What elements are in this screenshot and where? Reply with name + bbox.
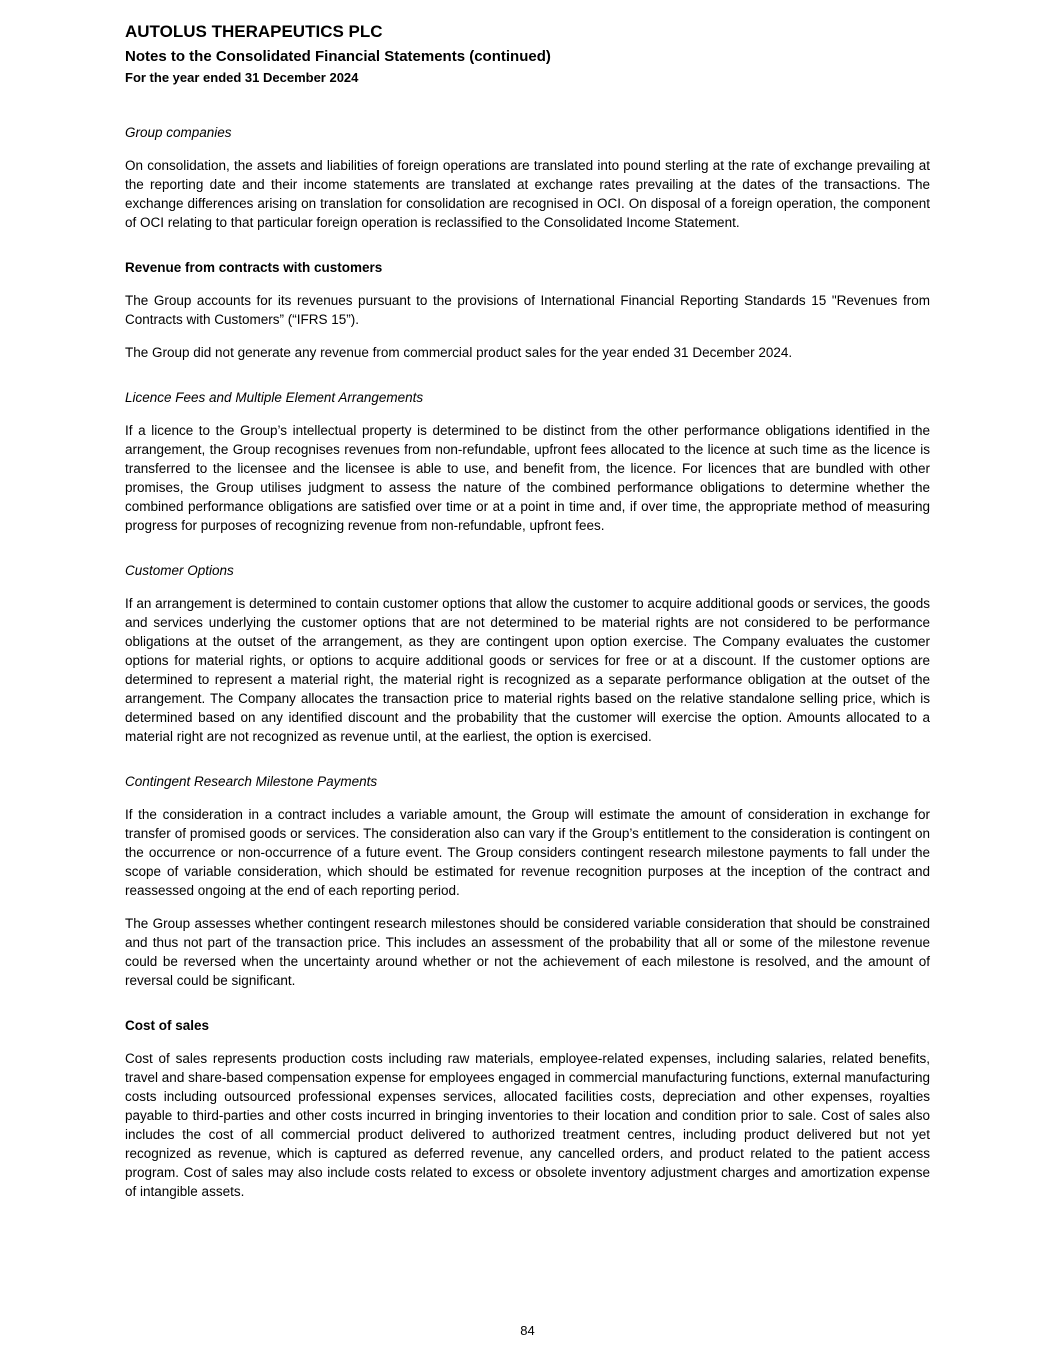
paragraph: On consolidation, the assets and liabilities of foreign operations are translated into pound sterling at the rate of exchange prevailing at the reporting date and their income statements are translated at exchange rates prevailing at the dates of the transactions. The exchange differences arising on translation for consolidation are recognised in OCI. On disposal of a foreign operation, the component of OCI relating to that particular foreign operation is reclassified to the Consolidated Income Statement. [125,158,930,230]
paragraph: If a licence to the Group’s intellectual property is determined to be distinct from the other performance obligations identified in the arrangement, the Group recognises revenues from non-refundable, upfront fees allocated to the licence at such time as the licence is transferred to the licensee and the licensee is able to use, and benefit from, the licence. For licences that are bundled with other promises, the Group utilises judgment to assess the nature of the combined performance obligations to determine whether the combined performance obligations are satisfied over time or at a point in time and, if over time, the appropriate method of measuring progress for purposes of recognizing revenue from non-refundable, upfront fees. [125,423,930,533]
section-cost-of-sales [125,1016,930,1201]
paragraph: The Group accounts for its revenues pursuant to the provisions of International Financial Reporting Standards 15 "Revenues from Contracts with Customers” (“IFRS 15”). [125,293,930,327]
document-header [125,20,930,87]
section-heading-contingent-milestones: Contingent Research Milestone Payments [125,774,378,789]
page-number: 84 [520,1323,535,1338]
document-title: Notes to the Consolidated Financial Statements (continued) [125,48,551,65]
company-name: AUTOLUS THERAPEUTICS PLC [125,22,383,41]
section-heading-cost-of-sales: Cost of sales [125,1018,210,1033]
section-licence-fees [125,388,930,535]
paragraph: Cost of sales represents production costs including raw materials, employee-related expenses, including salaries, related benefits, travel and share-based compensation expense for employees engaged in commercial manufacturing functions, external manufacturing costs including outsourced professional expenses services, allocated facilities costs, depreciation and other expenses, royalties payable to third-parties and other costs incurred in bringing inventories to their location and condition prior to sale. Cost of sales also includes the cost of all commercial product delivered to authorized treatment centres, including product delivered but not yet recognized as revenue, which is captured as deferred revenue, any cancelled orders, and product related to the patient access program. Cost of sales may also include costs related to excess or obsolete inventory adjustment charges and amortization expense of intangible assets. [125,1051,930,1199]
section-heading-customer-options: Customer Options [125,563,234,578]
section-heading-group-companies: Group companies [125,125,232,140]
paragraph: If an arrangement is determined to contain customer options that allow the customer to acquire additional goods or services, the goods and services underlying the customer options that are not determined to be material rights are not considered to be performance obligations at the outset of the arrangement, as they are contingent upon option exercise. The Company evaluates the customer options for material rights, or options to acquire additional goods or services for free or at a discount. If the customer options are determined to represent a material right, the material right is recognized as a separate performance obligation at the outset of the arrangement. The Company allocates the transaction price to material rights based on the relative standalone selling price, which is determined based on any identified discount and the probability that the customer will exercise the option. Amounts allocated to a material right are not recognized as revenue until, at the earliest, the option is exercised. [125,596,930,744]
document-period: For the year ended 31 December 2024 [125,70,359,85]
paragraph: The Group assesses whether contingent research milestones should be considered variable consideration that should be constrained and thus not part of the transaction price. This includes an assessment of the probability that all or some of the milestone revenue could be reversed when the uncertainty around whether or not the achievement of each milestone is resolved, and the amount of reversal could be significant. [125,916,930,988]
section-customer-options [125,561,930,746]
section-heading-revenue-from-contracts: Revenue from contracts with customers [125,260,383,275]
paragraph: The Group did not generate any revenue from commercial product sales for the year ended 31 December 2024. [125,345,793,360]
section-revenue-from-contracts [125,258,930,362]
section-heading-licence-fees: Licence Fees and Multiple Element Arrangements [125,390,424,405]
paragraph: If the consideration in a contract includes a variable amount, the Group will estimate the amount of consideration in exchange for transfer of promised goods or services. The consideration also can vary if the Group’s entitlement to the consideration is contingent on the occurrence or non-occurrence of a future event. The Group considers contingent research milestone payments to fall under the scope of variable consideration, which should be estimated for revenue recognition purposes at the inception of the contract and reassessed ongoing at the end of each reporting period. [125,807,930,898]
section-group-companies [125,123,930,232]
section-contingent-milestones [125,772,930,990]
